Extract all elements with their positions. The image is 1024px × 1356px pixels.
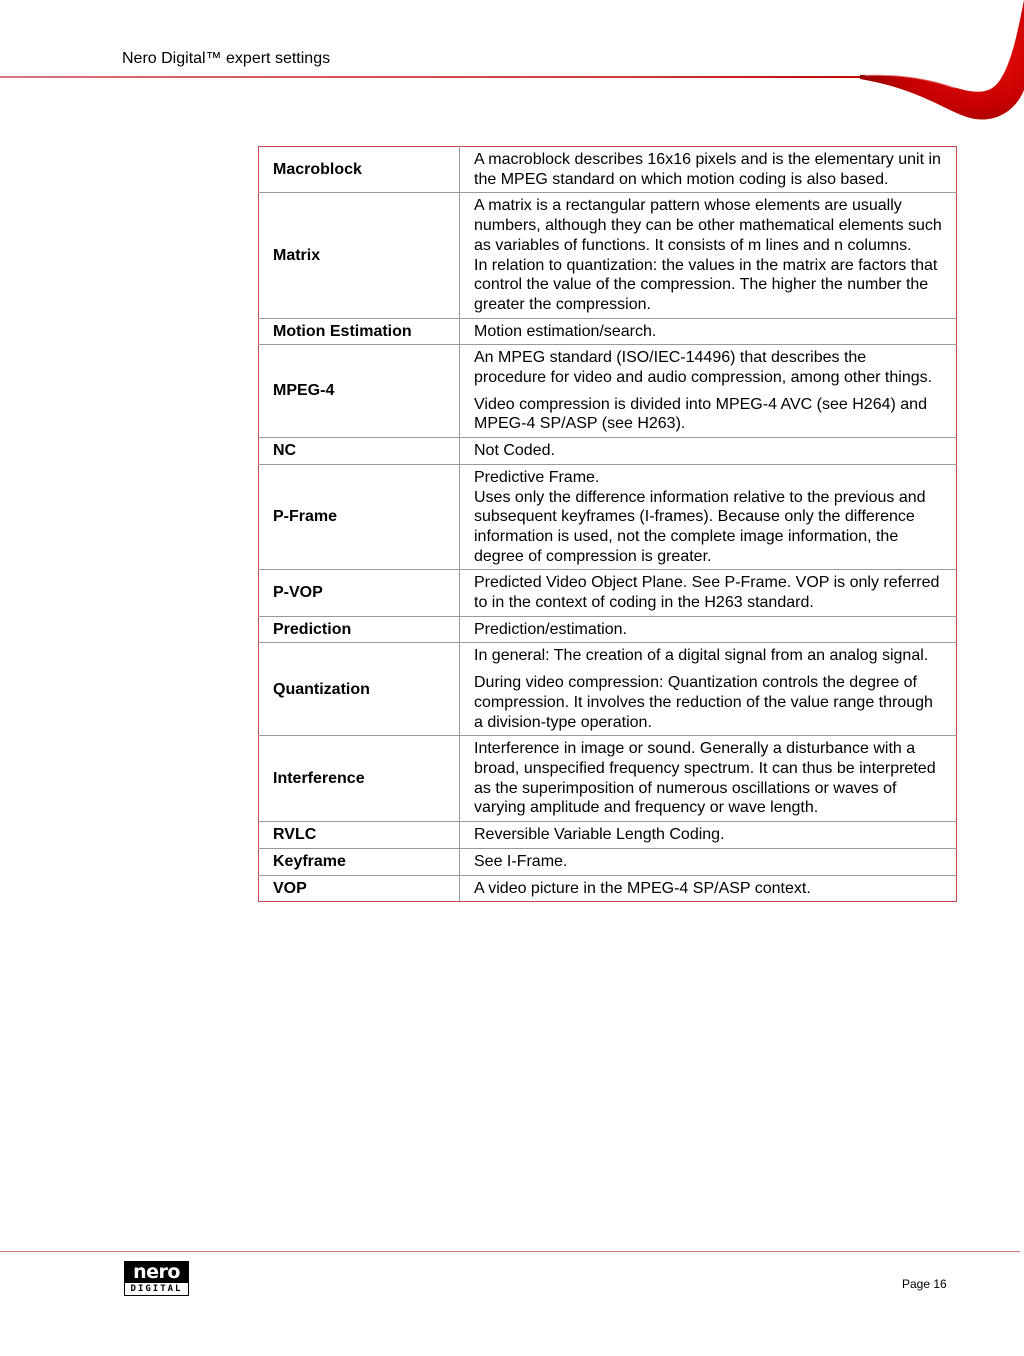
glossary-row [259, 822, 957, 849]
definition-paragraph: Predicted Video Object Plane. See P-Frame. VOP is only referred to in the context of coding in the H263 standard. [474, 574, 940, 612]
glossary-definition [460, 345, 957, 438]
definition-paragraph: Uses only the difference information relative to the previous and subsequent keyframes (I-frames). Because only the difference information is used, not the complete image information, the degree of compression is greater. [474, 488, 926, 565]
glossary-definition [460, 848, 957, 875]
glossary-term: Macroblock [259, 147, 460, 193]
glossary-definition [460, 875, 957, 902]
definition-paragraph: A matrix is a rectangular pattern whose elements are usually numbers, although they can be other mathematical elements such as variables of functions. It consists of m lines and n columns. [474, 197, 942, 254]
header-red-swoosh [0, 0, 1024, 125]
glossary-term: NC [259, 438, 460, 465]
glossary-row [259, 438, 957, 465]
document-header-title: Nero Digital™ expert settings [122, 50, 331, 67]
glossary-row [259, 643, 957, 736]
glossary-term: RVLC [259, 822, 460, 849]
definition-paragraph: See I-Frame. [474, 852, 568, 870]
glossary-definition [460, 464, 957, 570]
glossary-row [259, 736, 957, 822]
page-number: Page 16 [902, 1277, 947, 1291]
glossary-term: Keyframe [259, 848, 460, 875]
glossary-term: P-VOP [259, 570, 460, 616]
glossary-definition [460, 822, 957, 849]
glossary-term: VOP [259, 875, 460, 902]
glossary-table [258, 146, 957, 902]
definition-paragraph: Video compression is divided into MPEG-4 AVC (see H264) and MPEG-4 SP/ASP (see H263). [474, 395, 927, 433]
logo-wordmark: nero [125, 1262, 188, 1283]
glossary-row [259, 570, 957, 616]
glossary-row [259, 848, 957, 875]
glossary-term: Motion Estimation [259, 318, 460, 345]
definition-paragraph: Prediction/estimation. [474, 620, 627, 638]
footer-divider [0, 1251, 1020, 1252]
glossary-row [259, 193, 957, 318]
glossary-row [259, 147, 957, 193]
glossary-term: Prediction [259, 616, 460, 643]
glossary-definition [460, 736, 957, 822]
definition-paragraph: Motion estimation/search. [474, 322, 657, 340]
glossary-definition [460, 193, 957, 318]
glossary-term: Interference [259, 736, 460, 822]
glossary-term: Quantization [259, 643, 460, 736]
glossary-row [259, 616, 957, 643]
definition-paragraph: Reversible Variable Length Coding. [474, 826, 725, 844]
definition-paragraph: A macroblock describes 16x16 pixels and is the elementary unit in the MPEG standard on which motion coding is also based. [474, 151, 941, 188]
definition-paragraph: In relation to quantization: the values in the matrix are factors that control the value of the compression. The higher the number the greater the compression. [474, 256, 938, 313]
glossary-term: MPEG-4 [259, 345, 460, 438]
definition-paragraph: An MPEG standard (ISO/IEC-14496) that describes the procedure for video and audio compression, among other things. [474, 349, 933, 387]
glossary-row [259, 875, 957, 902]
glossary-definition [460, 570, 957, 616]
definition-paragraph: In general: The creation of a digital signal from an analog signal. [474, 647, 929, 665]
nero-digital-logo [124, 1261, 189, 1296]
glossary-row [259, 464, 957, 570]
glossary-row [259, 318, 957, 345]
definition-paragraph: During video compression: Quantization controls the degree of compression. It involves the reduction of the value range through a division-type operation. [474, 674, 933, 731]
glossary-term: Matrix [259, 193, 460, 318]
glossary-definition [460, 438, 957, 465]
definition-paragraph: Not Coded. [474, 442, 555, 460]
glossary-definition [460, 643, 957, 736]
definition-paragraph: A video picture in the MPEG-4 SP/ASP context. [474, 879, 811, 897]
glossary-definition [460, 616, 957, 643]
glossary-definition [460, 147, 957, 193]
glossary-definition [460, 318, 957, 345]
glossary-term: P-Frame [259, 464, 460, 570]
glossary-row [259, 345, 957, 438]
definition-paragraph: Predictive Frame. [474, 468, 600, 486]
definition-paragraph: Interference in image or sound. Generally a disturbance with a broad, unspecified frequency spectrum. It can thus be interpreted as the superimposition of numerous oscillations or waves of varying amplitude and frequency or wave length. [474, 740, 936, 817]
logo-subtitle: DIGITAL [130, 1284, 183, 1294]
